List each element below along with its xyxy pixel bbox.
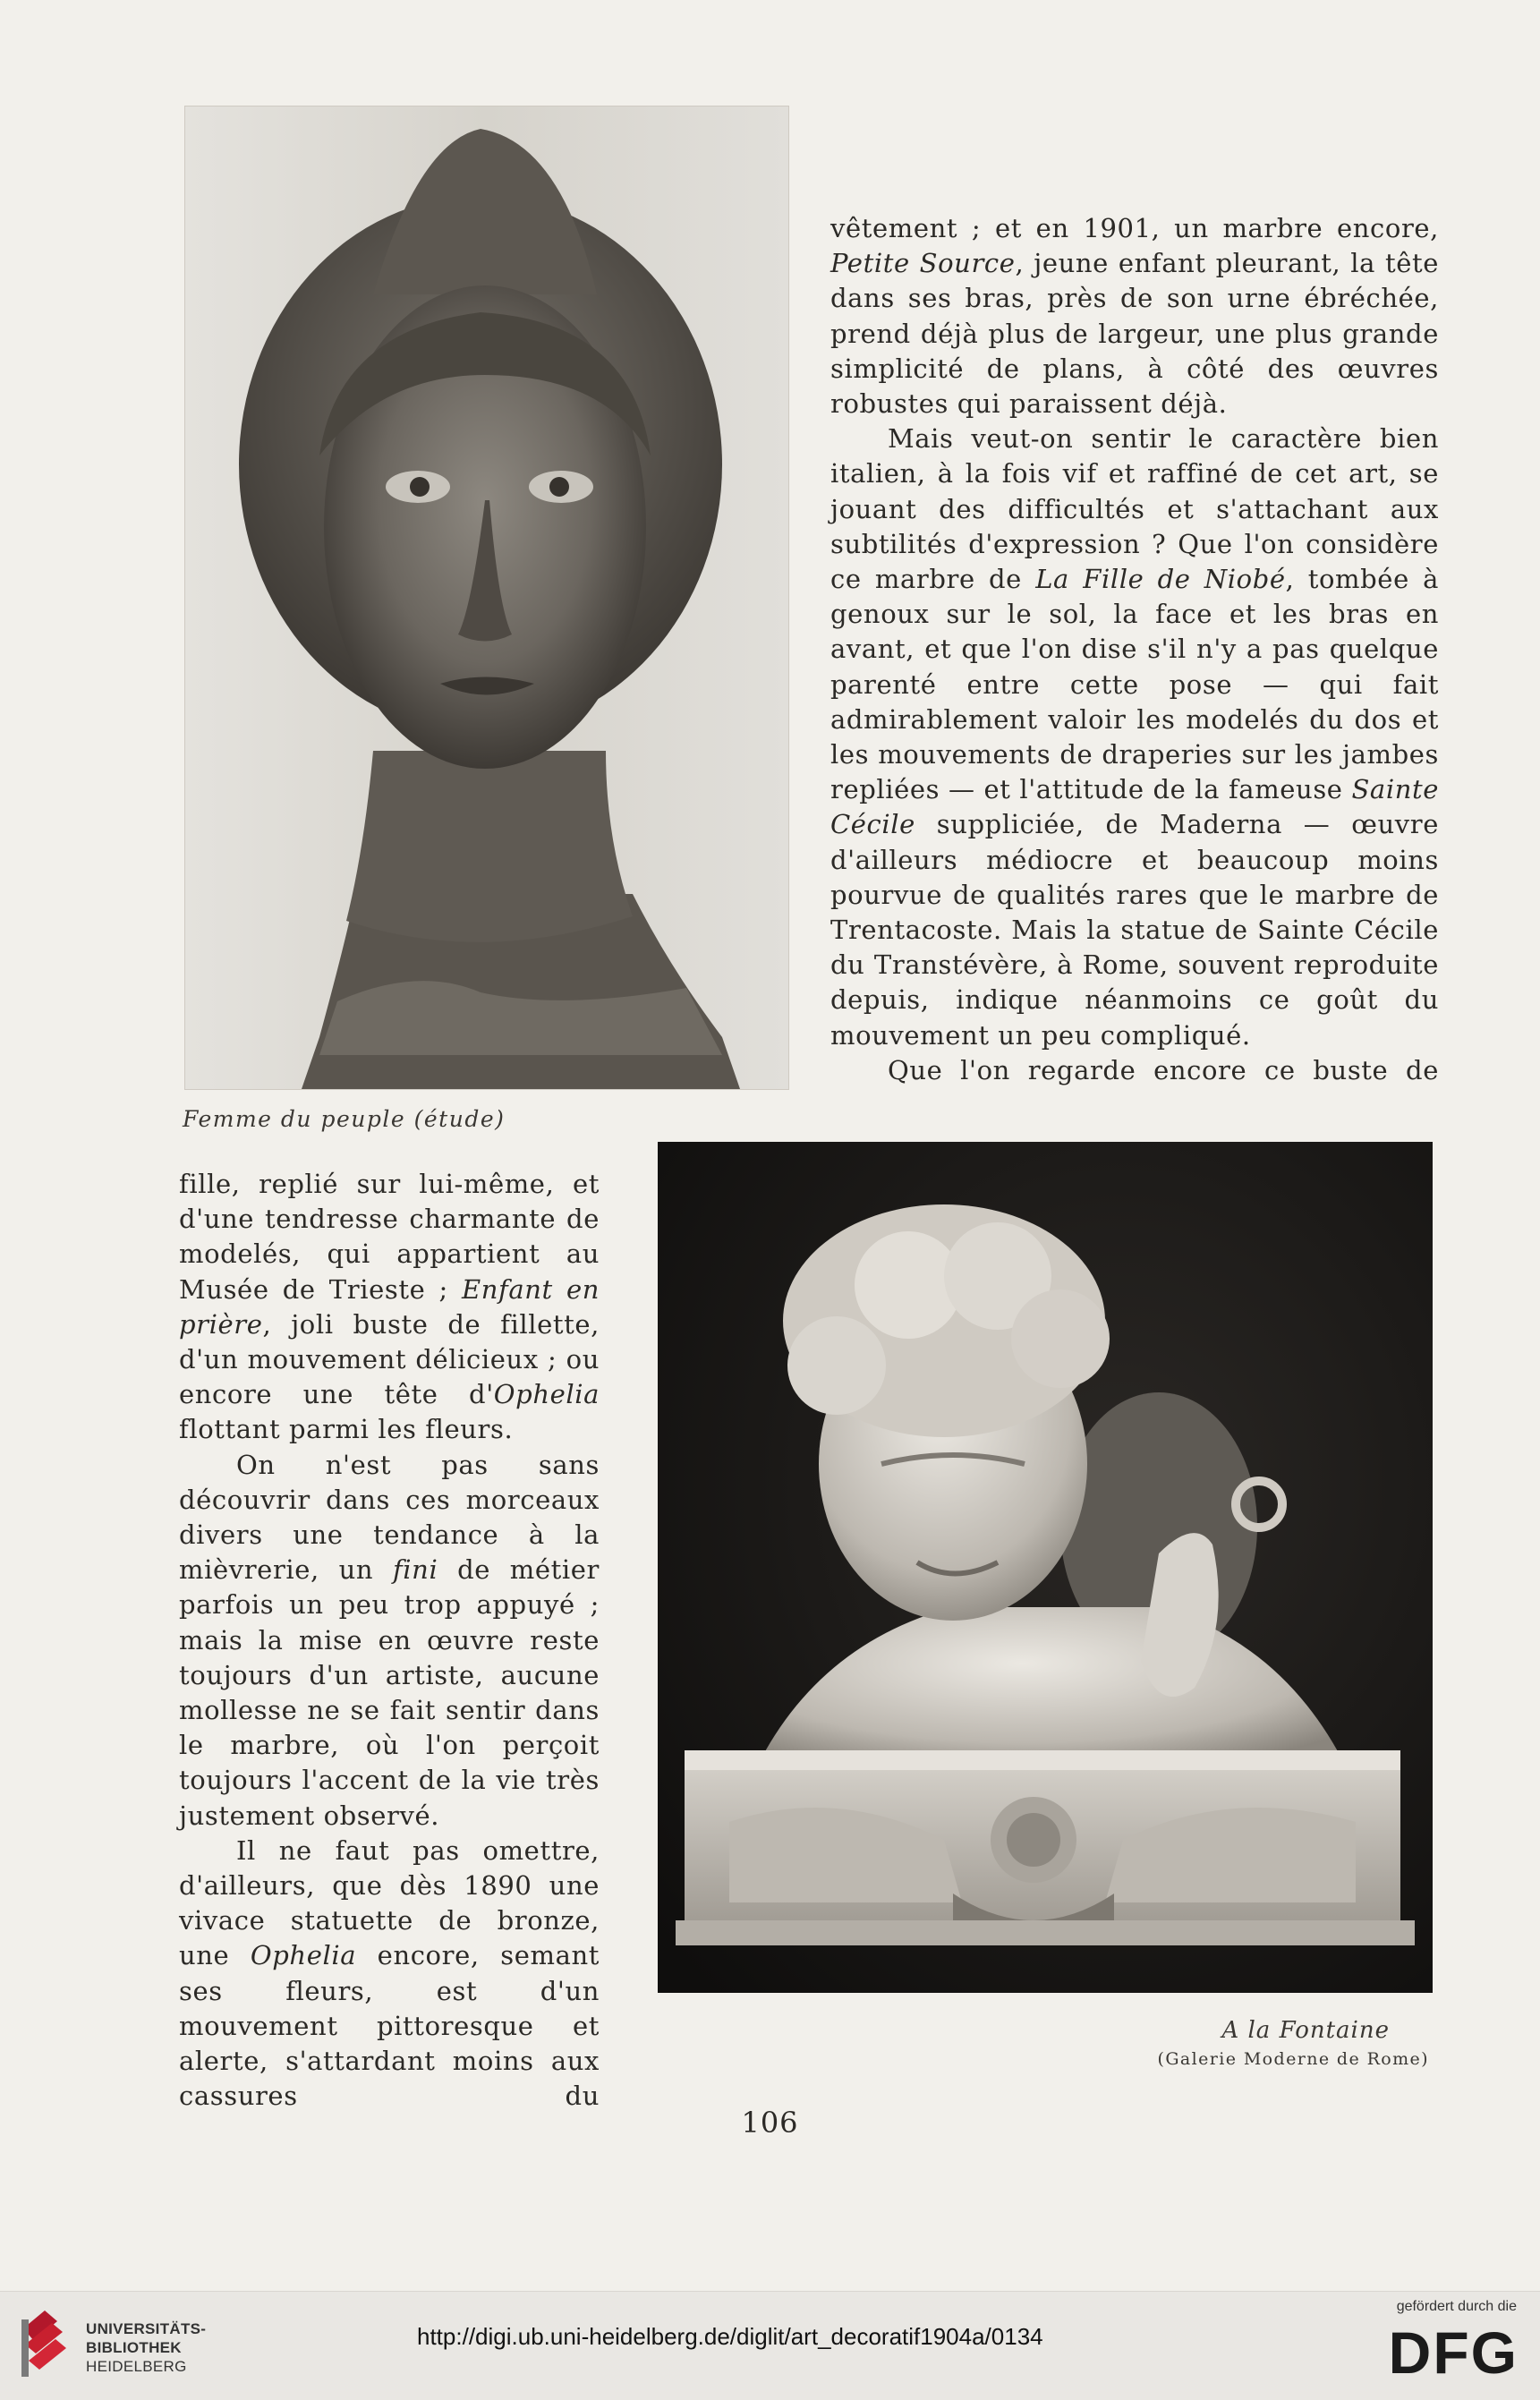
university-library-logo-icon[interactable] [16,2302,73,2382]
text-run: , jeune enfant pleurant, la tête dans ses bras, près de son urne ébréchée, prend déjà plus de largeur, une plus grande simplicité de plans, à côté des œuvres robustes qui paraissent déjà. [830,248,1439,420]
caption-fountain-source: (Galerie Moderne de Rome) [1157,2049,1429,2069]
text-run: fille, replié sur lui-même, et d'une tendresse charmante de modelés, qui appartient au Musée de Trieste ; [179,1169,600,1305]
italic-title: Petite Source [830,248,1016,279]
paragraph [179,1448,600,1834]
text-run: Que l'on regarde encore ce buste de [888,1054,1439,1085]
paragraph [179,1167,600,1448]
italic-title: Ophelia [250,1940,357,1971]
italic-title: fini [392,1554,438,1586]
caption-bust: Femme du peuple (étude) [183,1106,506,1132]
text-column-left [179,1167,600,2114]
source-url-link[interactable]: http://digi.ub.uni-heidelberg.de/diglit/art_decoratif1904a/0134 [417,2323,1043,2350]
italic-title: Sainte Cécile [830,774,1439,840]
dfg-logo[interactable]: DFG [1388,2319,1519,2386]
photo-femme-du-peuple [184,106,789,1090]
sponsor-label: gefördert durch die [1396,2299,1517,2314]
text-run: suppliciée, de Maderna — œuvre d'ailleurs médiocre et beaucoup moins pourvue de qualités rares que le marbre de Trentacoste. Mais la statue de Sainte Cécile du Transtévère, à Rome, souvent reproduite depuis, indique néanmoins ce goût du mouvement un peu compliqué. [830,809,1439,1051]
italic-title: Ophelia [493,1379,600,1410]
library-name[interactable]: UNIVERSITÄTS- BIBLIOTHEK HEIDELBERG [86,2320,207,2375]
text-run: Il ne faut pas omettre, d'ailleurs, que dès 1890 une vivace statuette de bronze, une [179,1834,600,1971]
text-run: vêtement ; et en 1901, un marbre encore, [830,213,1439,243]
text-run: de métier parfois un peu trop appuyé ; mais la mise en œuvre reste toujours d'un artiste, aucune mollesse ne se fait sentir dans le marbre, où l'on perçoit toujours l'accent de la vie très justement observé. [179,1554,600,1831]
paragraph [830,421,1439,1053]
text-column-right-top [830,211,1439,1088]
page-number: 106 [741,2106,799,2140]
photo-a-la-fontaine [658,1142,1433,1993]
paragraph [830,211,1439,421]
text-run: , joli buste de fillette, d'un mouvement délicieux ; ou encore une tête d' [179,1308,600,1410]
paragraph [830,1053,1439,1088]
caption-fountain: A la Fontaine [1221,2017,1390,2044]
italic-title: Enfant en prière [179,1273,600,1340]
text-run: On n'est pas sans découvrir dans ces morceaux divers une tendance à la mièvrerie, un [179,1449,600,1586]
text-run: , tombée à genoux sur le sol, la face et les bras en avant, et que l'on dise s'il n'y a pas quelque parenté entre cette pose — qui fait admirablement valoir les modelés du dos et les mouvements de draperies sur les jambes repliées — et l'attitude de la fameuse [830,564,1439,805]
text-run: encore, semant ses fleurs, est d'un mouvement pittoresque et alerte, s'attardant moins aux cassures du [179,1940,600,2112]
italic-title: La Fille de Niobé [1035,564,1286,595]
text-run: flottant parmi les fleurs. [179,1414,514,1445]
paragraph [179,1834,600,2115]
text-run: Mais veut-on sentir le caractère bien italien, à la fois vif et raffiné de cet art, se jouant des difficultés et s'attachant aux subtilités d'expression ? Que l'on considère ce marbre de [830,423,1439,595]
